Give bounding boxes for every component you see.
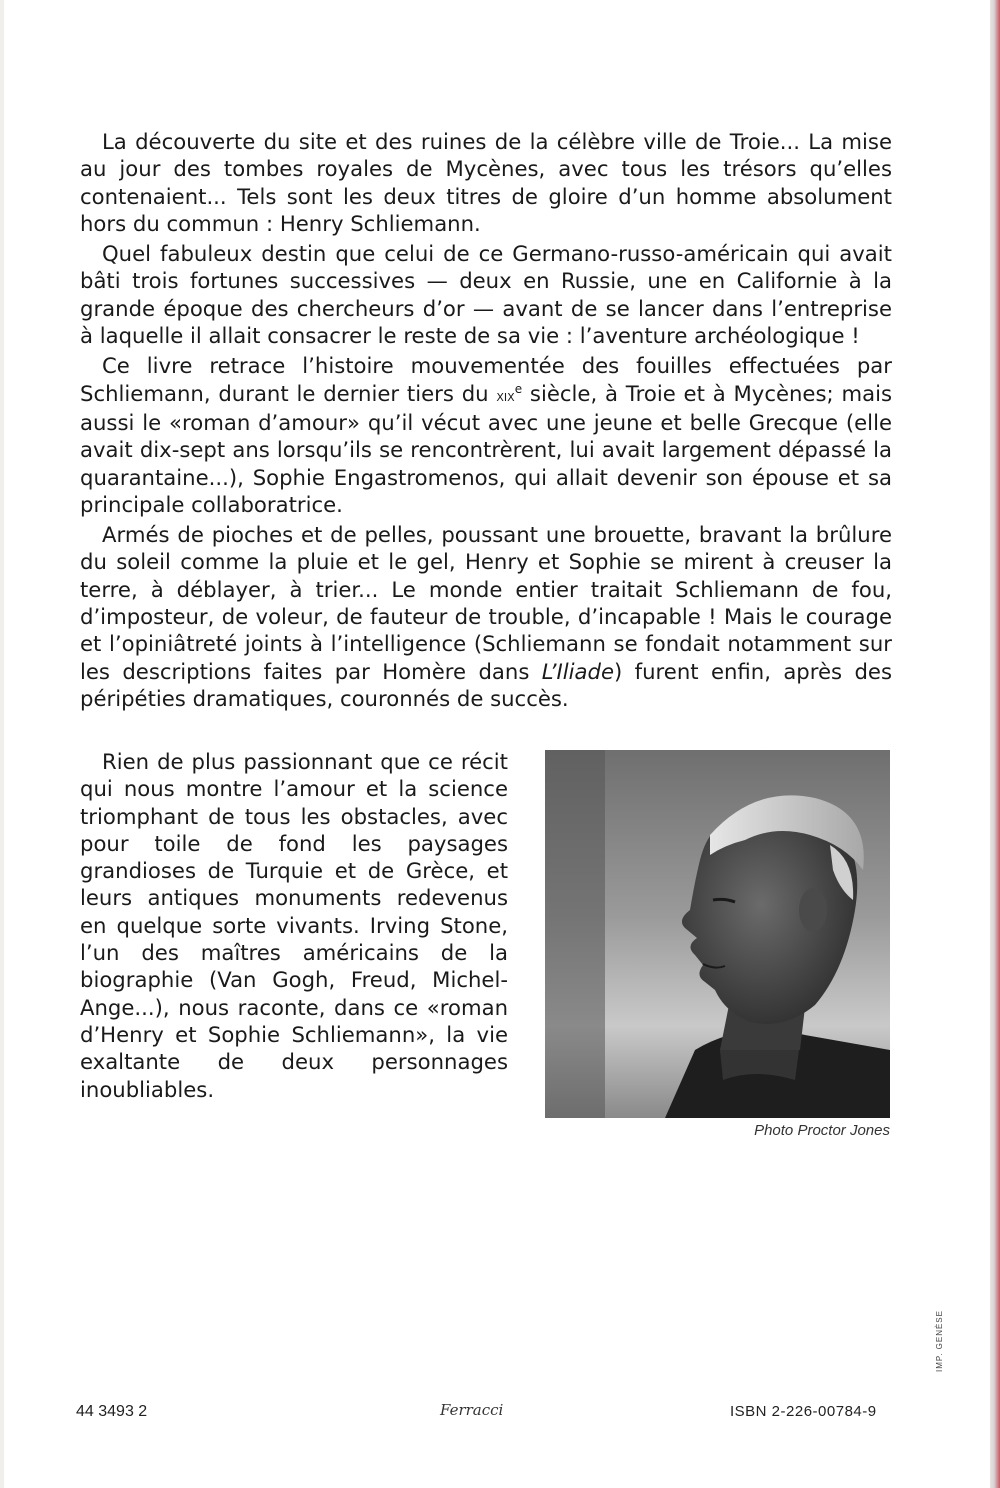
paragraph-2: Quel fabuleux destin que celui de ce Germano-russo-américain qui avait bâti trois fortunes successives — deux en Russie, une en Californie à la grande époque des chercheurs d’or — avant de se lancer dans l’entreprise à laquelle il allait consacrer le reste de sa vie : l’aventure archéologique ! [80,241,892,349]
paragraph-3-start: Ce livre retrace l’histoire mouvementée des fouilles effectuées par Schliemann, durant le dernier tiers du [80,353,892,406]
paragraph-5: Rien de plus passionnant que ce récit qui nous montre l’amour et la science triomphant de tous les obstacles, avec pour toile de fond les paysages grandioses de Turquie et de Grèce, et leurs antiques monuments redevenus en quelque sorte vivants. Irving Stone, l’un des maîtres américains de la biographie (Van Gogh, Freud, Michel-Ange...), nous raconte, dans ce «roman d’Henry et Sophie Schliemann», la vie exaltante de deux personnages inoubliables. [80,749,508,1102]
isbn-number: ISBN 2-226-00784-9 [730,1403,877,1420]
blurb-text [80,128,892,715]
paragraph-4-start: Armés de pioches et de pelles, poussant une brouette, bravant la brûlure du soleil comme la pluie et le gel, Henry et Sophie se mirent à creuser la terre, à déblayer, à trier... Le monde entier traitait Schliemann de fou, d’imposteur, de voleur, de fauteur de trouble, d’incapable ! Mais le courage et l’opiniâtreté joints à l’intelligence (Schliemann se fondait notamment sur les descriptions faites par Homère dans [80,522,892,684]
book-title-iliade: L’Iliade [541,658,614,684]
page-edge-right [990,0,1000,1488]
designer-signature: Ferracci [440,1401,504,1419]
paragraph-4 [80,521,892,712]
photo-credit: Photo Proctor Jones [754,1122,890,1139]
page-edge-left [0,0,4,1488]
paragraph-3 [80,352,892,518]
printer-mark: IMP. GENÈSE [935,1310,944,1372]
catalog-code: 44 3493 2 [76,1403,148,1420]
author-portrait-photo [545,750,890,1118]
portrait-drawing [545,750,890,1118]
century-numeral: xix [496,385,515,405]
paragraph-3-end: siècle, à Troie et à Mycènes; mais aussi le «roman d’amour» qu’il vécut avec une jeune et belle Grecque (elle avait dix-sept ans lorsqu’ils se rencontrèrent, lui avait largement dépassé la quarantaine...), Sophie Engastromenos, qui allait devenir son épouse et sa principale collaboratrice. [80,380,892,517]
paragraph-1: La découverte du site et des ruines de la célèbre ville de Troie... La mise au jour des tombes royales de Mycènes, avec tous les trésors qu’elles contenaient... Tels sont les deux titres de gloire d’un homme absolument hors du commun : Henry Schliemann. [80,129,892,236]
century-superscript: e [514,381,523,396]
paragraph-4-end: ) furent enfin, après des péripéties dramatiques, couronnés de succès. [80,658,892,711]
